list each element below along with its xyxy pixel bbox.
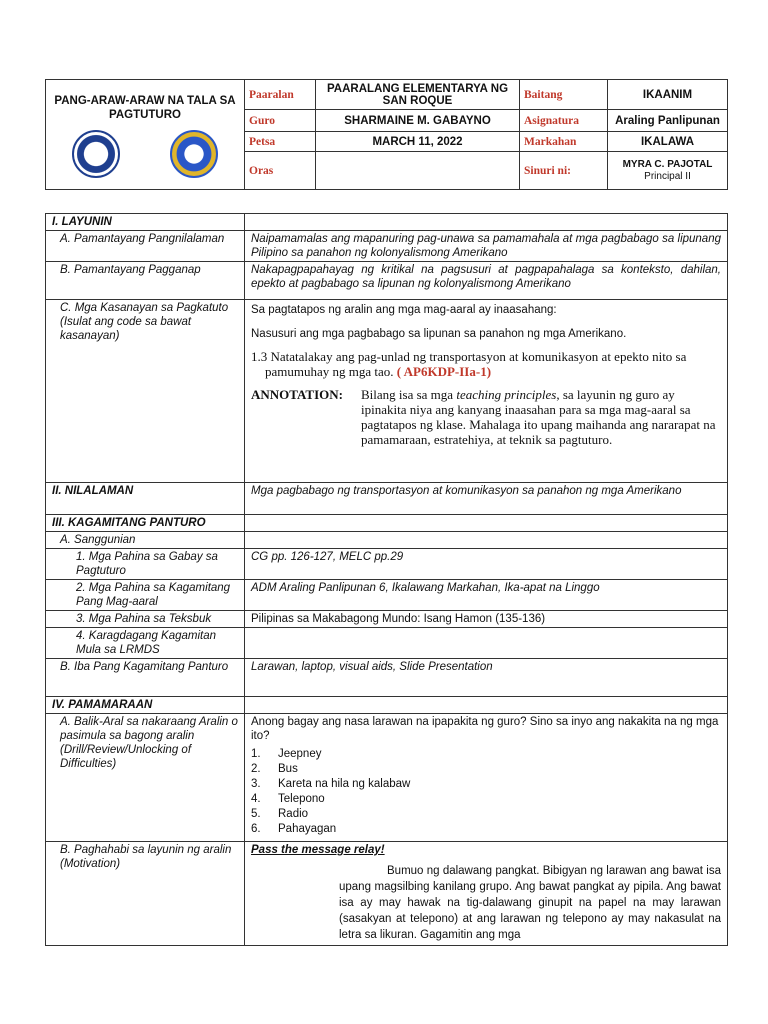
list-item <box>251 807 721 822</box>
list-item <box>251 762 721 777</box>
list-item-text: Telepono <box>278 793 325 805</box>
list-item-text: Jeepney <box>278 748 322 760</box>
list-item <box>251 792 721 807</box>
annotation-text <box>361 387 721 447</box>
nilalaman-value: Mga pagbabago ng transportasyon at komunikasyon sa panahon ng mga Amerikano <box>245 483 728 515</box>
kasanayan-line2-text: 1.3 Natatalakay ang pag-unlad ng transportasyon at komunikasyon at epekto nito sa pamumuhay ng mga tao. <box>251 349 687 379</box>
layunin-heading: I. LAYUNIN <box>46 214 245 231</box>
annotation-emphasis: teaching principles <box>456 387 557 402</box>
pamantayang-pangnilalaman-value: Naipamamalas ang mapanuring pag-unawa sa pamamahala at mga pagbabago sa lipunang Pilipino sa panahon ng kolonyalismong Amerikano <box>245 231 728 262</box>
list-item-number: 4. <box>251 793 261 805</box>
oras-value <box>316 152 520 190</box>
annotation-label: ANNOTATION: <box>251 387 343 402</box>
oras-label: Oras <box>245 152 316 190</box>
balik-aral-list <box>251 747 721 837</box>
asignatura-label: Asignatura <box>520 110 608 132</box>
empty-cell <box>245 515 728 532</box>
baitang-value: IKAANIM <box>608 80 728 110</box>
petsa-label: Petsa <box>245 132 316 152</box>
markahan-label: Markahan <box>520 132 608 152</box>
pamamaraan-heading: IV. PAMAMARAAN <box>46 697 245 714</box>
motivation-cell <box>245 842 728 946</box>
paaralan-value: PAARALANG ELEMENTARYA NG SAN ROQUE <box>316 80 520 110</box>
motivation-text: Bumuo ng dalawang pangkat. Bibigyan ng larawan ang bawat isa upang magsilbing kanilang grupo. Ang bawat pangkat ay pipila. Ang bawat isa ay may hawak na tig-dalawang ginupit na papel na may larawan (sasakyan at telepono) at ang larawan ng telepono ay may nakasulat na letra sa likuran. Gagamitin ang mga <box>339 865 721 941</box>
lrmds-label: 4. Karagdagang Kagamitan Mula sa LRMDS <box>46 628 245 659</box>
list-item <box>251 747 721 762</box>
balik-aral-cell <box>245 714 728 842</box>
iba-pang-kagamitan-value: Larawan, laptop, visual aids, Slide Presentation <box>245 659 728 697</box>
annotation <box>251 387 721 447</box>
gabay-label: 1. Mga Pahina sa Gabay sa Pagtuturo <box>46 549 245 580</box>
sinuri-role: Principal II <box>644 170 691 182</box>
pamantayang-pagganap-label: B. Pamantayang Pagganap <box>46 262 245 300</box>
kasanayan-line2 <box>251 349 721 379</box>
sinuri-cell <box>608 152 728 190</box>
balik-aral-label: A. Balik-Aral sa nakaraang Aralin o pasimula sa bagong aralin (Drill/Review/Unlocking of Difficulties) <box>46 714 245 842</box>
list-item <box>251 822 721 837</box>
list-item-text: Pahayagan <box>278 823 337 835</box>
list-item-text: Kareta na hila ng kalabaw <box>278 778 411 790</box>
lesson-plan-table <box>45 213 728 946</box>
pamantayang-pagganap-value: Nakapagpapahayag ng kritikal na pagsusuri at pagpapahalaga sa konteksto, dahilan, epekto at pagbabago sa lipunan ng kolonyalismong Amerikano <box>245 262 728 300</box>
list-item-text: Bus <box>278 763 298 775</box>
kagamitang-pang-mag-aaral-value: ADM Araling Panlipunan 6, Ikalawang Markahan, Ika-apat na Linggo <box>245 580 728 611</box>
list-item-number: 2. <box>251 763 261 775</box>
deped-seal-icon <box>72 130 120 178</box>
gabay-value: CG pp. 126-127, MELC pp.29 <box>245 549 728 580</box>
motivation-title: Pass the message relay! <box>251 844 385 856</box>
page-title: PANG-ARAW-ARAW NA TALA SA PAGTUTURO <box>54 95 236 121</box>
list-item-number: 5. <box>251 808 261 820</box>
teksbuk-value: Pilipinas sa Makabagong Mundo: Isang Hamon (135-136) <box>245 611 728 628</box>
petsa-value: MARCH 11, 2022 <box>316 132 520 152</box>
empty-cell <box>245 697 728 714</box>
empty-cell <box>245 532 728 549</box>
motivation-label: B. Paghahabi sa layunin ng aralin (Motivation) <box>46 842 245 946</box>
annotation-post: , sa layunin ng guro ay ipinakita niya ang kanyang inaasahan para sa mga mag-aaral sa pagtatapos ng klase. Mahalaga ito upang maihanda ang nararapat na pamamaraan, estratehiya, at teknik sa pagtuturo. <box>361 387 716 447</box>
header-table <box>45 79 728 190</box>
list-item-number: 3. <box>251 778 261 790</box>
annotation-pre: Bilang isa sa mga <box>361 387 454 402</box>
guro-label: Guro <box>245 110 316 132</box>
baitang-label: Baitang <box>520 80 608 110</box>
list-item-text: Radio <box>278 808 309 820</box>
header-title-cell <box>46 80 245 190</box>
sinuri-name: MYRA C. PAJOTAL <box>622 158 713 170</box>
empty-cell <box>245 214 728 231</box>
kasanayan-code: ( AP6KDP-IIa-1) <box>396 364 492 379</box>
kasanayan-intro: Sa pagtatapos ng aralin ang mga mag-aaral ay inaasahang: <box>251 304 557 316</box>
teksbuk-label: 3. Mga Pahina sa Teksbuk <box>46 611 245 628</box>
sanggunian-label: A. Sanggunian <box>46 532 245 549</box>
kasanayan-cell <box>245 300 728 483</box>
list-item-number: 6. <box>251 823 261 835</box>
asignatura-value: Araling Panlipunan <box>608 110 728 132</box>
guro-value: SHARMAINE M. GABAYNO <box>316 110 520 132</box>
balik-aral-question: Anong bagay ang nasa larawan na ipapakita ng guro? Sino sa inyo ang nakakita na ng mga ito? <box>251 716 719 742</box>
sinuri-label: Sinuri ni: <box>520 152 608 190</box>
pamantayang-pangnilalaman-label: A. Pamantayang Pangnilalaman <box>46 231 245 262</box>
kagamitang-pang-mag-aaral-label: 2. Mga Pahina sa Kagamitang Pang Mag-aaral <box>46 580 245 611</box>
nilalaman-heading: II. NILALAMAN <box>46 483 245 515</box>
iba-pang-kagamitan-label: B. Iba Pang Kagamitang Panturo <box>46 659 245 697</box>
lrmds-value <box>245 628 728 659</box>
markahan-value: IKALAWA <box>608 132 728 152</box>
kagamitan-heading: III. KAGAMITANG PANTURO <box>46 515 245 532</box>
school-seal-icon <box>170 130 218 178</box>
kasanayan-line1: Nasusuri ang mga pagbabago sa lipunan sa panahon ng mga Amerikano. <box>251 328 627 340</box>
paaralan-label: Paaralan <box>245 80 316 110</box>
kasanayan-label: C. Mga Kasanayan sa Pagkatuto (Isulat ang code sa bawat kasanayan) <box>46 300 245 483</box>
list-item-number: 1. <box>251 748 261 760</box>
list-item <box>251 777 721 792</box>
